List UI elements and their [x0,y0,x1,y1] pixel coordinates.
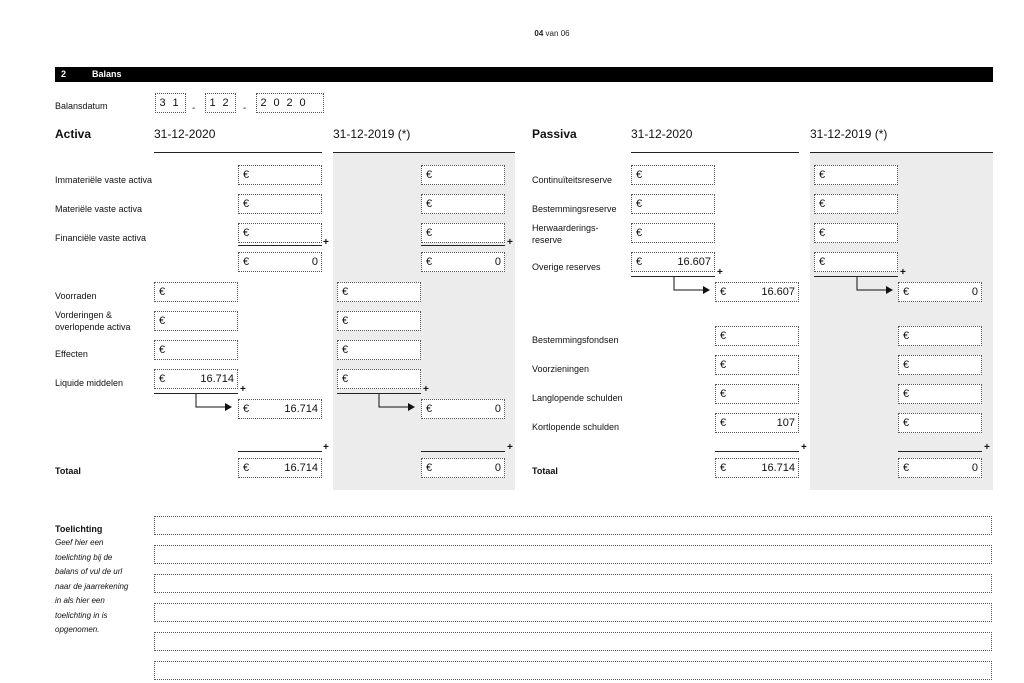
value: 0 [494,256,501,268]
date-digit: 2 [286,97,293,109]
euro-sign: € [426,403,433,415]
euro-sign: € [159,373,166,385]
kortlopend-current-input[interactable] [715,413,799,433]
section-title: Balans [92,69,122,79]
plus-sign: + [900,267,906,278]
row-label: Continuïteitsreserve [532,175,613,185]
euro-sign: € [903,359,910,371]
row-label: Liquide middelen [55,378,124,388]
overige-reserves-previous-input[interactable] [814,252,898,272]
euro-sign: € [243,227,250,239]
langlopend-current-input[interactable] [715,384,799,404]
euro-sign: € [159,315,166,327]
toelichting-title: Toelichting [55,524,103,534]
euro-sign: € [342,286,349,298]
immaterieel-previous-input[interactable] [421,165,505,185]
instruction-line: toelichting in is [55,610,108,620]
euro-sign: € [720,286,727,298]
passiva-total-label: Totaal [532,466,558,476]
row-label-line: Vorderingen & [55,310,113,320]
value: 0 [971,286,978,298]
activa-total-label: Totaal [55,466,81,476]
voorzieningen-previous-input[interactable] [898,355,982,375]
row-label [532,222,599,246]
toelichting-field[interactable] [154,545,992,564]
plus-sign: + [717,267,723,278]
divider [154,152,322,153]
plus-sign: + [507,442,513,453]
row-label: Bestemmingsreserve [532,204,617,214]
reserves-subtotal-previous [898,282,982,302]
euro-sign: € [243,403,250,415]
reserves-subtotal-current [715,282,799,302]
date-digit: 1 [172,97,179,109]
vlottende-activa-subtotal-previous [421,399,505,419]
row-label [55,309,131,333]
euro-sign: € [342,315,349,327]
divider [810,152,993,153]
financieel-current-input[interactable] [238,223,322,243]
toelichting-field[interactable] [154,603,992,622]
instruction-line: Geef hier een [55,538,104,547]
toelichting-field[interactable] [154,632,992,651]
herwaardering-previous-input[interactable] [814,223,898,243]
arrow-icon [856,277,896,293]
langlopend-previous-input[interactable] [898,384,982,404]
euro-sign: € [903,417,910,429]
effecten-current-input[interactable] [154,340,238,360]
row-label: Overige reserves [532,262,601,272]
row-label-line: Herwaarderings- [532,223,599,233]
euro-sign: € [426,227,433,239]
passiva-col-previous: 31-12-2019 (*) [810,127,888,141]
arrow-icon [195,394,235,410]
euro-sign: € [819,169,826,181]
euro-sign: € [903,462,910,474]
row-label: Immateriële vaste activa [55,175,153,185]
instruction-line: balans of vul de url [55,567,123,576]
divider [333,152,515,153]
euro-sign: € [426,256,433,268]
value: 0 [494,462,501,474]
euro-sign: € [819,198,826,210]
plus-sign: + [323,442,329,453]
sum-line [715,451,799,452]
page-number: 04 van 06 [534,29,570,38]
euro-sign: € [426,198,433,210]
activa-total-current [238,458,322,478]
date-year-input[interactable] [256,93,324,113]
bestemmingsreserve-previous-input[interactable] [814,194,898,214]
toelichting-field[interactable] [154,574,992,593]
vorderingen-previous-input[interactable] [337,311,421,331]
immaterieel-current-input[interactable] [238,165,322,185]
passiva-col-current: 31-12-2020 [631,127,693,141]
euro-sign: € [426,462,433,474]
date-digit: 3 [159,97,166,109]
vaste-activa-subtotal-current [238,252,322,272]
euro-sign: € [720,417,727,429]
euro-sign: € [903,286,910,298]
euro-sign: € [243,256,250,268]
toelichting-field[interactable] [154,516,992,535]
instruction-line: in als hier een [55,596,105,605]
euro-sign: € [720,388,727,400]
liquide-previous-input[interactable] [337,369,421,389]
activa-title: Activa [55,127,92,141]
instruction-line: toelichting bij de [55,552,113,562]
euro-sign: € [819,227,826,239]
euro-sign: € [243,462,250,474]
euro-sign: € [636,256,643,268]
effecten-previous-input[interactable] [337,340,421,360]
activa-total-previous [421,458,505,478]
value: 107 [776,417,795,429]
euro-sign: € [426,169,433,181]
value: 16.607 [677,256,711,268]
row-label: Bestemmingsfondsen [532,335,619,345]
row-label: Financiële vaste activa [55,233,147,243]
sum-line [238,245,322,246]
bestemmingsfondsen-current-input[interactable] [715,326,799,346]
overige-reserves-current-input[interactable] [631,252,715,272]
plus-sign: + [801,442,807,453]
euro-sign: € [636,198,643,210]
vorderingen-current-input[interactable] [154,311,238,331]
row-label: Effecten [55,349,88,359]
arrow-icon [673,277,713,293]
materieel-current-input[interactable] [238,194,322,214]
row-label: Voorraden [55,291,97,301]
date-month-input[interactable] [205,93,236,113]
euro-sign: € [819,256,826,268]
row-label: Materiële vaste activa [55,204,143,214]
value: 16.714 [761,462,795,474]
euro-sign: € [903,330,910,342]
passiva-title: Passiva [532,127,577,141]
sum-line [421,245,505,246]
arrow-icon [378,394,418,410]
vlottende-activa-subtotal-current [238,399,322,419]
activa-col-previous: 31-12-2019 (*) [333,127,411,141]
row-label: Kortlopende schulden [532,422,620,432]
date-digit: 0 [299,97,306,109]
bestemmingsfondsen-previous-input[interactable] [898,326,982,346]
value: 16.714 [284,403,318,415]
voorraden-previous-input[interactable] [337,282,421,302]
plus-sign: + [984,442,990,453]
euro-sign: € [342,344,349,356]
date-digit: 2 [260,97,267,109]
passiva-total-previous [898,458,982,478]
euro-sign: € [720,462,727,474]
value: 0 [311,256,318,268]
financieel-previous-input[interactable] [421,223,505,243]
section-header [55,67,993,82]
section-number: 2 [61,69,67,79]
plus-sign: + [507,237,513,248]
row-label-line: overlopende activa [55,322,131,332]
date-digit: 1 [209,97,216,109]
euro-sign: € [636,169,643,181]
value: 16.714 [284,462,318,474]
vaste-activa-subtotal-previous [421,252,505,272]
sum-line [898,451,982,452]
euro-sign: € [903,388,910,400]
euro-sign: € [243,198,250,210]
materieel-previous-input[interactable] [421,194,505,214]
passiva-total-current [715,458,799,478]
plus-sign: + [323,237,329,248]
liquide-current-input[interactable] [154,369,238,389]
value: 16.607 [761,286,795,298]
euro-sign: € [636,227,643,239]
plus-sign: + [423,384,429,395]
date-digit: 2 [222,97,229,109]
activa-col-current: 31-12-2020 [154,127,216,141]
date-separator: - [243,103,247,114]
euro-sign: € [243,169,250,181]
instruction-line: opgenomen. [55,625,100,634]
euro-sign: € [159,286,166,298]
sum-line [238,451,322,452]
divider [631,152,799,153]
continuiteit-current-input[interactable] [631,165,715,185]
bestemmingsreserve-current-input[interactable] [631,194,715,214]
euro-sign: € [720,330,727,342]
toelichting-field[interactable] [154,661,992,680]
value: 0 [494,403,501,415]
kortlopend-previous-input[interactable] [898,413,982,433]
continuiteit-previous-input[interactable] [814,165,898,185]
date-day-input[interactable] [155,93,186,113]
value: 0 [971,462,978,474]
value: 16.714 [200,373,234,385]
balansdatum-label: Balansdatum [55,101,108,111]
voorraden-current-input[interactable] [154,282,238,302]
row-label-line: reserve [532,235,563,245]
toelichting-instructions [55,536,145,638]
instruction-line: naar de jaarrekening [55,581,129,591]
herwaardering-current-input[interactable] [631,223,715,243]
row-label: Langlopende schulden [532,393,623,403]
voorzieningen-current-input[interactable] [715,355,799,375]
euro-sign: € [720,359,727,371]
row-label: Voorzieningen [532,364,590,374]
date-separator: - [192,103,196,114]
euro-sign: € [159,344,166,356]
date-digit: 0 [273,97,280,109]
plus-sign: + [240,384,246,395]
sum-line [421,451,505,452]
euro-sign: € [342,373,349,385]
